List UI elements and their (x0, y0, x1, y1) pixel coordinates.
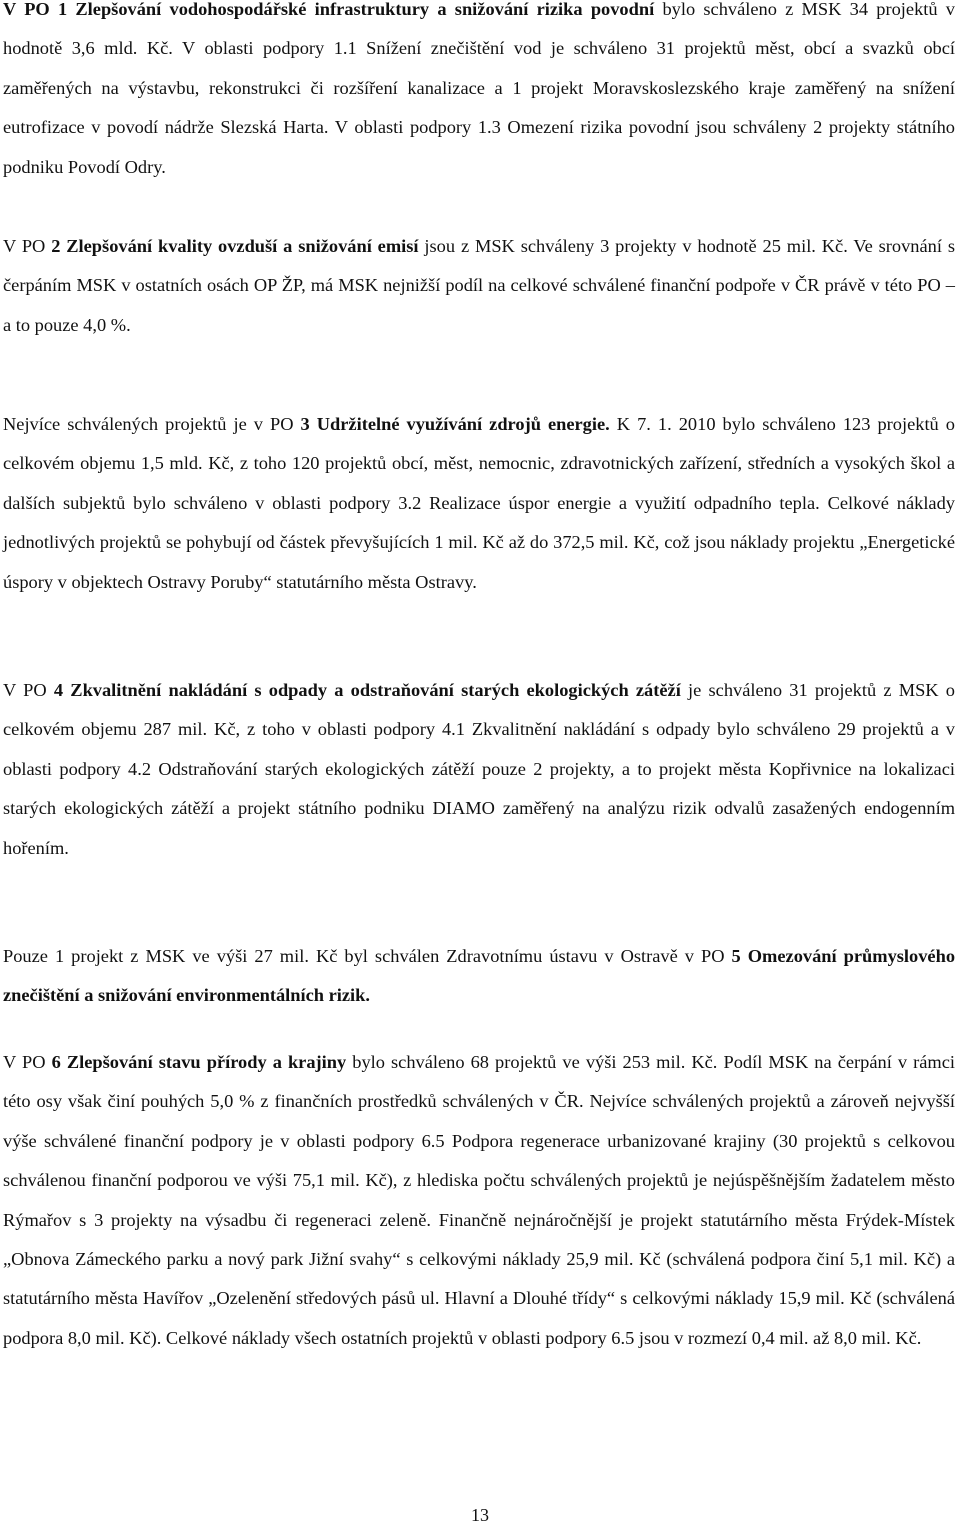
po1-heading-prefix: V PO 1 (3, 0, 76, 19)
po3-heading-title: 3 Udržitelné využívání zdrojů energie. (300, 414, 610, 434)
po6-heading-title: 6 Zlepšování stavu přírody a krajiny (51, 1052, 347, 1072)
paragraph-po2 (3, 227, 955, 345)
po3-prefix: Nejvíce schválených projektů je v PO (3, 414, 301, 434)
page-number: 13 (471, 1505, 489, 1525)
po6-prefix: V PO (3, 1052, 52, 1072)
po4-body: je schváleno 31 projektů z MSK o celkovém objemu 287 mil. Kč, z toho v oblasti podpory 4.1 Zkvalitnění nakládání s odpady bylo schváleno 29 projektů a v oblasti podpory 4.2 Odstraňování starých ekologických zátěží pouze 2 projekty, a to projekt města Kopřivnice na lokalizaci starých ekologických zátěží a projekt státního podniku DIAMO zaměřený na analýzu rizik odvalů zasažených endogenním hořením. (3, 680, 955, 858)
paragraph-po6 (3, 1043, 955, 1358)
po4-prefix: V PO (3, 680, 54, 700)
paragraph-po1 (3, 0, 955, 187)
paragraph-po4 (3, 671, 955, 868)
po5-body: Pouze 1 projekt z MSK ve výši 27 mil. Kč byl schválen Zdravotnímu ústavu v Ostravě v PO (3, 946, 732, 966)
po3-body: K 7. 1. 2010 bylo schváleno 123 projektů o celkovém objemu 1,5 mld. Kč, z toho 120 projektů obcí, měst, nemocnic, zdravotnických zařízení, středních a vysokých škol a dalších subjektů bylo schváleno v oblasti podpory 3.2 Realizace úspor energie a využití odpadního tepla. Celkové náklady jednotlivých projektů se pohybují od částek převyšujících 1 mil. Kč až do 372,5 mil. Kč, což jsou náklady projektu „Energetické úspory v objektech Ostravy Poruby“ statutárního města Ostravy. (3, 414, 955, 592)
paragraph-po3 (3, 405, 955, 602)
po2-heading-title: 2 Zlepšování kvality ovzduší a snižování emisí (51, 236, 419, 256)
po6-body: bylo schváleno 68 projektů ve výši 253 mil. Kč. Podíl MSK na čerpání v rámci této osy však činí pouhých 5,0 % z finančních prostředků schválených v ČR. Nejvíce schválených projektů a zároveň nejvyšší výše schválené finanční podpory je v oblasti podpory 6.5 Podpora regenerace urbanizované krajiny (30 projektů s celkovou schválenou finanční podporou ve výši 75,1 mil. Kč), z hlediska počtu schválených projektů je nejúspěšnějším žadatelem město Rýmařov s 3 projekty na výsadbu či regeneraci zeleně. Finančně nejnáročnější je projekt statutárního města Frýdek-Místek „Obnova Zámeckého parku a nový park Jižní svahy“ s celkovými náklady 25,9 mil. Kč (schválená podpora činí 5,1 mil. Kč) a statutárního města Havířov „Ozelenění středových pásů ul. Hlavní a Dlouhé třídy“ s celkovými náklady 15,9 mil. Kč (schválená podpora 8,0 mil. Kč). Celkové náklady všech ostatních projektů v oblasti podpory 6.5 jsou v rozmezí 0,4 mil. až 8,0 mil. Kč. (3, 1052, 955, 1348)
po5-heading-title: 5 Omezování průmyslového znečištění a snižování environmentálních rizik. (3, 946, 956, 1006)
paragraph-po5 (3, 937, 955, 1016)
po2-prefix: V PO (3, 236, 52, 256)
po4-heading-title: 4 Zkvalitnění nakládání s odpady a odstraňování starých ekologických zátěží (53, 680, 681, 700)
po1-body: bylo schváleno z MSK 34 projektů v hodnotě 3,6 mld. Kč. V oblasti podpory 1.1 Snížení znečištění vod je schváleno 31 projektů měst, obcí a svazků obcí zaměřených na výstavbu, rekonstrukci či rozšíření kanalizace a 1 projekt Moravskoslezského kraje zaměřený na snížení eutrofizace v povodí nádrže Slezská Harta. V oblasti podpory 1.3 Omezení rizika povodní jsou schváleny 2 projekty státního podniku Povodí Odry. (3, 0, 956, 177)
po2-body: jsou z MSK schváleny 3 projekty v hodnotě 25 mil. Kč. Ve srovnání s čerpáním MSK v ostatních osách OP ŽP, má MSK nejnižší podíl na celkové schválené finanční podpoře v ČR právě v této PO – a to pouze 4,0 %. (3, 236, 955, 335)
po1-heading-title: Zlepšování vodohospodářské infrastruktury a snižování rizika povodní (75, 0, 655, 19)
